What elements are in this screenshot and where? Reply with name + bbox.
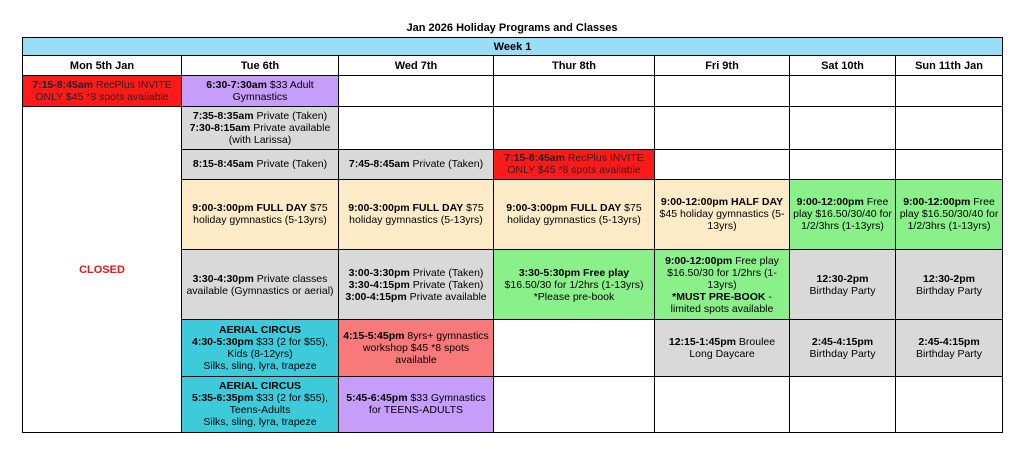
empty-cell: [339, 76, 494, 107]
sun-birthday-party-cell: 12:30-2pm Birthday Party: [896, 250, 1003, 320]
empty-cell: [790, 376, 896, 432]
empty-cell: [896, 107, 1003, 149]
wed-full-day-cell: 9:00-3:00pm FULL DAY $75 holiday gymnastics (5-13yrs): [339, 179, 494, 249]
schedule-row: [23, 107, 1003, 149]
thu-recplus-cell: 7:15-8:45am RecPlus INVITE ONLY $45 *8 spots available: [494, 149, 655, 179]
day-header-row: [23, 56, 1003, 76]
tue-private-cell: 8:15-8:45am Private (Taken): [182, 149, 339, 179]
empty-cell: [655, 107, 790, 149]
wed-workshop-cell: 4:15-5:45pm 8yrs+ gymnastics workshop $45 *8 spots available: [339, 320, 494, 376]
empty-cell: [896, 376, 1003, 432]
thu-free-play-cell: 3:30-5:30pm Free play $16.50/30 for 1/2hrs (1-13yrs) *Please pre-book: [494, 250, 655, 320]
empty-cell: [494, 107, 655, 149]
day-header-sat: Sat 10th: [790, 56, 896, 76]
day-header-tue: Tue 6th: [182, 56, 339, 76]
empty-cell: [790, 76, 896, 107]
tue-adult-gymnastics-cell: 6:30-7:30am $33 Adult Gymnastics: [182, 76, 339, 107]
sun-birthday-party-cell: 2:45-4:15pm Birthday Party: [896, 320, 1003, 376]
tue-private-classes-cell: 3:30-4:30pm Private classes available (Gymnastics or aerial): [182, 250, 339, 320]
day-header-sun: Sun 11th Jan: [896, 56, 1003, 76]
week-header: Week 1: [23, 38, 1003, 56]
tue-aerial-kids-cell: AERIAL CIRCUS 4:30-5:30pm $33 (2 for $55), Kids (8-12yrs) Silks, sling, lyra, trapeze: [182, 320, 339, 376]
tue-full-day-cell: 9:00-3:00pm FULL DAY $75 holiday gymnastics (5-13yrs): [182, 179, 339, 249]
sat-birthday-party-cell: 2:45-4:15pm Birthday Party: [790, 320, 896, 376]
empty-cell: [896, 149, 1003, 179]
fri-half-day-cell: 9:00-12:00pm HALF DAY $45 holiday gymnastics (5-13yrs): [655, 179, 790, 249]
empty-cell: [655, 376, 790, 432]
page-title: Jan 2026 Holiday Programs and Classes: [406, 22, 618, 34]
empty-cell: [494, 320, 655, 376]
fri-free-play-cell: 9:00-12:00pm Free play $16.50/30 for 1/2hrs (1-13yrs) *MUST PRE-BOOK - limited spots available: [655, 250, 790, 320]
schedule-row: [23, 76, 1003, 107]
empty-cell: [494, 76, 655, 107]
wed-private-cell: 7:45-8:45am Private (Taken): [339, 149, 494, 179]
mon-closed-cell: CLOSED: [23, 107, 182, 433]
day-header-mon: Mon 5th Jan: [23, 56, 182, 76]
thu-full-day-cell: 9:00-3:00pm FULL DAY $75 holiday gymnastics (5-13yrs): [494, 179, 655, 249]
tue-aerial-teens-cell: AERIAL CIRCUS 5:35-6:35pm $33 (2 for $55), Teens-Adults Silks, sling, lyra, trapeze: [182, 376, 339, 432]
sat-birthday-party-cell: 12:30-2pm Birthday Party: [790, 250, 896, 320]
schedule-table: [22, 37, 1003, 433]
day-header-thu: Thur 8th: [494, 56, 655, 76]
empty-cell: [896, 76, 1003, 107]
empty-cell: [790, 149, 896, 179]
empty-cell: [494, 376, 655, 432]
wed-teens-gymnastics-cell: 5:45-6:45pm $33 Gymnastics for TEENS-ADULTS: [339, 376, 494, 432]
empty-cell: [655, 76, 790, 107]
wed-private-afternoon-cell: 3:00-3:30pm Private (Taken) 3:30-4:15pm Private (Taken) 3:00-4:15pm Private available: [339, 250, 494, 320]
tue-private-early-cell: 7:35-8:35am Private (Taken) 7:30-8:15am Private available (with Larissa): [182, 107, 339, 149]
empty-cell: [790, 107, 896, 149]
sun-free-play-cell: 9:00-12:00pm Free play $16.50/30/40 for 1/2/3hrs (1-13yrs): [896, 179, 1003, 249]
week-row: [23, 38, 1003, 56]
sat-free-play-cell: 9:00-12:00pm Free play $16.50/30/40 for 1/2/3hrs (1-13yrs): [790, 179, 896, 249]
empty-cell: [339, 107, 494, 149]
mon-recplus-cell: 7:15-8:45am RecPlus INVITE ONLY $45 *8 spots available: [23, 76, 182, 107]
fri-daycare-cell: 12:15-1:45pm Broulee Long Daycare: [655, 320, 790, 376]
day-header-wed: Wed 7th: [339, 56, 494, 76]
day-header-fri: Fri 9th: [655, 56, 790, 76]
empty-cell: [655, 149, 790, 179]
